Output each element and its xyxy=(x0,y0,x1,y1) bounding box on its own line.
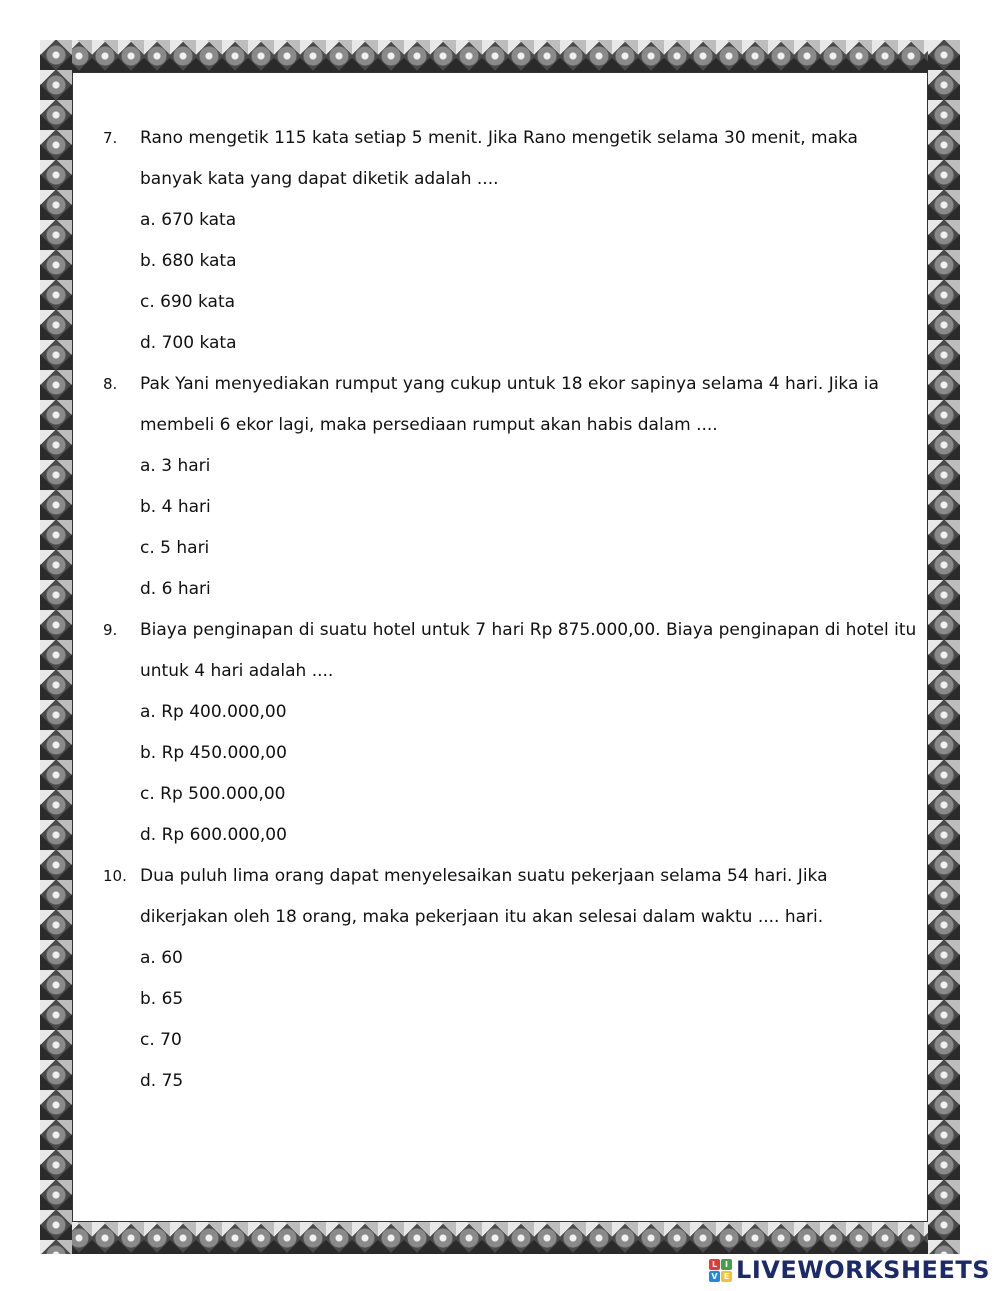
question-7 xyxy=(100,118,920,364)
border-left xyxy=(40,40,72,1254)
answer-option-d[interactable]: d. 700 kata xyxy=(140,333,237,353)
answer-option-b[interactable]: b. 680 kata xyxy=(140,251,237,271)
logo-block-e: E xyxy=(721,1271,732,1282)
answer-option-d[interactable]: d. 6 hari xyxy=(140,579,211,599)
border-bottom xyxy=(40,1222,960,1254)
answer-option-d[interactable]: d. Rp 600.000,00 xyxy=(140,825,287,845)
answer-option-a[interactable]: a. 670 kata xyxy=(140,210,237,230)
border-right xyxy=(928,40,960,1254)
question-number: 9. xyxy=(103,621,118,639)
answer-option-d[interactable]: d. 75 xyxy=(140,1071,184,1091)
question-number: 10. xyxy=(103,867,127,885)
logo-block-l: L xyxy=(709,1259,720,1270)
liveworksheets-logo[interactable] xyxy=(709,1255,990,1285)
answer-option-c[interactable]: c. 5 hari xyxy=(140,538,210,558)
question-text: Rano mengetik 115 kata setiap 5 menit. Jika Rano mengetik selama 30 menit, maka banyak kata yang dapat diketik adalah .... xyxy=(140,128,858,189)
worksheet-content xyxy=(100,118,920,1102)
question-number: 8. xyxy=(103,375,118,393)
border-top xyxy=(40,40,960,72)
answer-option-b[interactable]: b. 4 hari xyxy=(140,497,211,517)
logo-icon xyxy=(709,1259,732,1282)
question-text: Pak Yani menyediakan rumput yang cukup untuk 18 ekor sapinya selama 4 hari. Jika ia membeli 6 ekor lagi, maka persediaan rumput akan habis dalam .... xyxy=(140,374,879,435)
answer-option-b[interactable]: b. Rp 450.000,00 xyxy=(140,743,287,763)
question-text: Dua puluh lima orang dapat menyelesaikan suatu pekerjaan selama 54 hari. Jika dikerjakan oleh 18 orang, maka pekerjaan itu akan selesai dalam waktu .... hari. xyxy=(140,866,828,927)
logo-block-v: V xyxy=(709,1271,720,1282)
question-number: 7. xyxy=(103,129,118,147)
answer-option-a[interactable]: a. 3 hari xyxy=(140,456,211,476)
question-text: Biaya penginapan di suatu hotel untuk 7 hari Rp 875.000,00. Biaya penginapan di hotel itu untuk 4 hari adalah .... xyxy=(140,620,917,681)
logo-block-i: I xyxy=(721,1259,732,1270)
question-10 xyxy=(100,856,920,1102)
answer-option-b[interactable]: b. 65 xyxy=(140,989,184,1009)
question-8 xyxy=(100,364,920,610)
answer-option-a[interactable]: a. Rp 400.000,00 xyxy=(140,702,287,722)
question-9 xyxy=(100,610,920,856)
logo-text: LIVEWORKSHEETS xyxy=(736,1256,990,1284)
answer-option-c[interactable]: c. 690 kata xyxy=(140,292,236,312)
answer-option-a[interactable]: a. 60 xyxy=(140,948,183,968)
answer-option-c[interactable]: c. 70 xyxy=(140,1030,182,1050)
answer-option-c[interactable]: c. Rp 500.000,00 xyxy=(140,784,286,804)
